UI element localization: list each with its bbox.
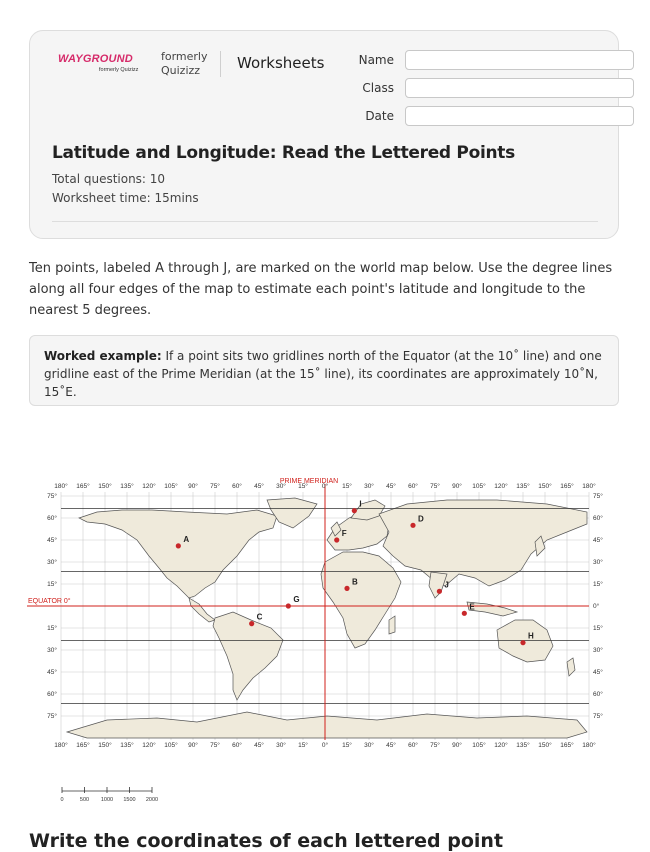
name-label: Name	[358, 53, 394, 67]
bottom-longitude-label: 45°	[386, 742, 396, 749]
top-longitude-label: 150°	[98, 483, 112, 490]
right-latitude-label: 45°	[593, 669, 603, 676]
right-latitude-label: 30°	[593, 647, 603, 654]
right-latitude-label: 75°	[593, 493, 603, 500]
worksheet-header-card	[29, 30, 619, 239]
scale-bar-label: 1000	[100, 797, 114, 803]
bottom-longitude-label: 15°	[298, 742, 308, 749]
point-j-marker	[437, 589, 442, 594]
left-latitude-label: 30°	[47, 647, 57, 654]
bottom-longitude-label: 15°	[342, 742, 352, 749]
bottom-longitude-label: 180°	[54, 742, 68, 749]
bottom-longitude-label: 135°	[120, 742, 134, 749]
bottom-longitude-label: 60°	[408, 742, 418, 749]
left-latitude-label: 30°	[47, 559, 57, 566]
answers-section-heading: Write the coordinates of each lettered point	[29, 830, 504, 852]
point-d-label: D	[418, 514, 424, 524]
bottom-longitude-label: 150°	[538, 742, 552, 749]
bottom-longitude-label: 165°	[560, 742, 574, 749]
worked-example-body: If a point sits two gridlines north of the Equator (at the 10˚ line) and one gridline east of the Prime Meridian (at the 15˚ line), its coordinates are approximately 10˚N, 15˚E.	[44, 349, 602, 399]
bottom-longitude-label: 90°	[452, 742, 462, 749]
top-longitude-label: 150°	[538, 483, 552, 490]
bottom-longitude-label: 165°	[76, 742, 90, 749]
point-b-label: B	[352, 577, 358, 587]
left-latitude-label: 45°	[47, 669, 57, 676]
wayground-logo	[58, 53, 148, 77]
worksheet-time: Worksheet time: 15mins	[52, 191, 199, 205]
world-map	[27, 470, 627, 810]
worksheets-label: Worksheets	[237, 54, 325, 72]
top-longitude-label: 165°	[560, 483, 574, 490]
top-longitude-label: 60°	[408, 483, 418, 490]
header-bottom-divider	[52, 221, 598, 222]
worksheet-title: Latitude and Longitude: Read the Lettered Points	[52, 143, 515, 163]
top-longitude-label: 30°	[364, 483, 374, 490]
right-latitude-label: 30°	[593, 559, 603, 566]
bottom-longitude-label: 120°	[494, 742, 508, 749]
point-a-marker	[176, 543, 181, 548]
left-latitude-label: 15°	[47, 581, 57, 588]
scale-bar-label: 500	[79, 797, 90, 803]
point-g-label: G	[293, 595, 300, 604]
point-g-marker	[286, 603, 291, 608]
top-longitude-label: 45°	[254, 483, 264, 490]
scale-bar-label: 2000	[145, 797, 159, 803]
point-c-label: C	[256, 612, 263, 622]
header-divider	[220, 51, 221, 77]
bottom-longitude-label: 150°	[98, 742, 112, 749]
point-e-label: E	[469, 602, 475, 612]
point-h-label: H	[528, 631, 534, 641]
point-d-marker	[410, 523, 415, 528]
total-questions: Total questions: 10	[52, 172, 166, 186]
left-latitude-label: 75°	[47, 713, 57, 720]
top-longitude-label: 165°	[76, 483, 90, 490]
point-i-label: I	[359, 499, 362, 509]
top-longitude-label: 0°	[321, 483, 329, 490]
point-a-label: A	[183, 534, 190, 544]
top-longitude-label: 105°	[472, 483, 486, 490]
left-latitude-label: 60°	[47, 515, 57, 522]
world-map-figure	[27, 470, 627, 810]
worked-example-lead: Worked example:	[44, 349, 162, 363]
name-field[interactable]	[405, 50, 634, 70]
top-longitude-label: 120°	[494, 483, 508, 490]
bottom-longitude-label: 75°	[430, 742, 440, 749]
bottom-longitude-label: 75°	[210, 742, 220, 749]
bottom-longitude-label: 180°	[582, 742, 596, 749]
bottom-longitude-label: 105°	[472, 742, 486, 749]
scale-bar-label: 0	[60, 797, 64, 803]
class-field[interactable]	[405, 78, 634, 98]
top-longitude-label: 90°	[188, 483, 198, 490]
instructions-text: Ten points, labeled A through J, are marked on the world map below. Use the degree lines along all four edges of the map to estimate each point's latitude and longitude to the nearest 5 degrees.	[29, 261, 613, 318]
point-f-marker	[334, 537, 339, 542]
date-field[interactable]	[405, 106, 634, 126]
right-latitude-label: 15°	[593, 581, 603, 588]
point-f-label: F	[341, 529, 347, 538]
top-longitude-label: 180°	[582, 483, 596, 490]
formerly-quizizz-label: formerly Quizizz	[161, 50, 208, 77]
right-latitude-label: 60°	[593, 691, 603, 698]
top-longitude-label: 120°	[142, 483, 156, 490]
bottom-longitude-label: 90°	[188, 742, 198, 749]
point-i-marker	[352, 508, 357, 513]
top-longitude-label: 75°	[430, 483, 440, 490]
right-latitude-label: 0°	[593, 603, 600, 610]
date-label: Date	[365, 109, 394, 123]
point-e-marker	[462, 611, 467, 616]
bottom-longitude-label: 30°	[364, 742, 374, 749]
bottom-longitude-label: 60°	[232, 742, 242, 749]
top-longitude-label: 135°	[516, 483, 530, 490]
equator-label: EQUATOR 0°	[28, 598, 71, 605]
left-latitude-label: 75°	[47, 493, 57, 500]
right-latitude-label: 60°	[593, 515, 603, 522]
top-longitude-label: 105°	[164, 483, 178, 490]
map-scale-bar	[60, 787, 158, 803]
right-latitude-label: 15°	[593, 625, 603, 632]
bottom-longitude-label: 0°	[321, 742, 329, 749]
point-c-marker	[249, 621, 254, 626]
left-latitude-label: 15°	[47, 625, 57, 632]
prime-meridian-label: PRIME MERIDIAN	[279, 478, 339, 485]
top-longitude-label: 180°	[54, 483, 68, 490]
top-longitude-label: 60°	[232, 483, 242, 490]
bottom-longitude-label: 30°	[276, 742, 286, 749]
worked-example-card	[29, 335, 619, 406]
top-longitude-label: 90°	[452, 483, 462, 490]
logo-wordmark: WAYGROUND	[58, 53, 133, 65]
top-longitude-label: 75°	[210, 483, 220, 490]
top-longitude-label: 45°	[386, 483, 396, 490]
right-latitude-label: 75°	[593, 713, 603, 720]
bottom-longitude-label: 135°	[516, 742, 530, 749]
logo-subtext: formerly Quizizz	[99, 67, 139, 73]
left-latitude-label: 45°	[47, 537, 57, 544]
point-h-marker	[520, 640, 525, 645]
bottom-longitude-label: 120°	[142, 742, 156, 749]
top-longitude-label: 15°	[342, 483, 352, 490]
point-b-marker	[344, 586, 349, 591]
scale-bar-label: 1500	[123, 797, 136, 803]
top-longitude-label: 30°	[276, 483, 286, 490]
right-latitude-label: 45°	[593, 537, 603, 544]
class-label: Class	[362, 81, 394, 95]
point-j-label: J	[444, 580, 449, 590]
left-latitude-label: 60°	[47, 691, 57, 698]
top-longitude-label: 135°	[120, 483, 134, 490]
top-longitude-label: 15°	[298, 483, 308, 490]
bottom-longitude-label: 105°	[164, 742, 178, 749]
bottom-longitude-label: 45°	[254, 742, 264, 749]
